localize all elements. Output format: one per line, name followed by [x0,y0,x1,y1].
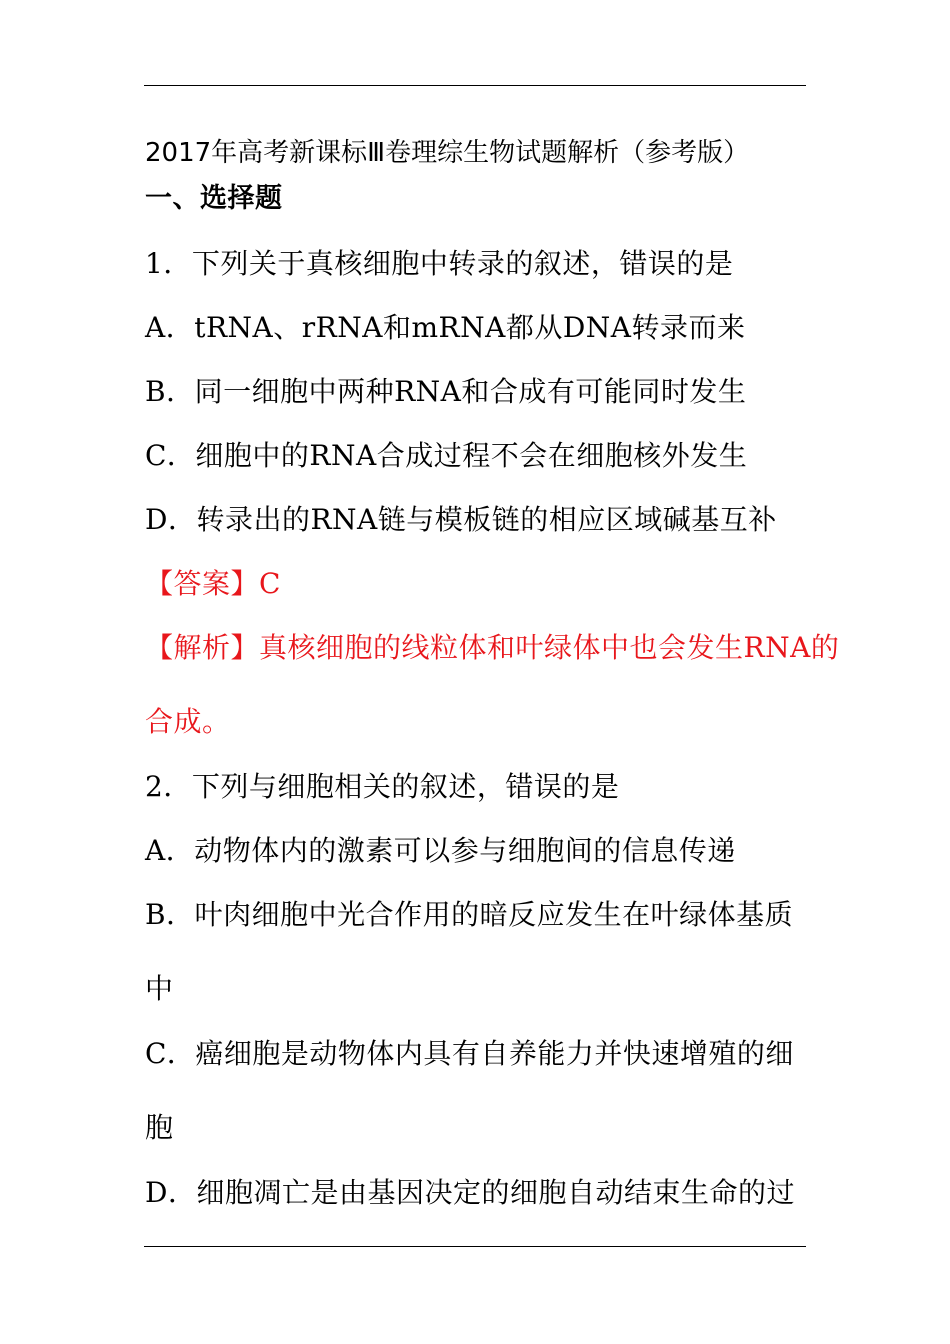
question-2-option-b: B．叶肉细胞中光合作用的暗反应发生在叶绿体基质 [145,898,794,931]
question-2-option-c: C．癌细胞是动物体内具有自养能力并快速增殖的细 [145,1037,794,1070]
question-1-answer [145,567,815,601]
question-2-option-d: D．细胞凋亡是由基因决定的细胞自动结束生命的过 [145,1176,795,1209]
question-1-option-a: A．tRNA、rRNA和mRNA都从DNA转录而来 [145,311,746,344]
section-heading: 一、选择题 [145,183,283,214]
footer-rule [144,1246,806,1247]
answer-label: 【答案】 [145,567,260,600]
analysis-label: 【解析】 [145,631,260,664]
document-title: 2017年高考新课标Ⅲ卷理综生物试题解析（参考版） [145,138,750,168]
answer-value: C [259,567,281,600]
question-1-option-b: B．同一细胞中两种RNA和合成有可能同时发生 [145,375,747,408]
analysis-text: 真核细胞的线粒体和叶绿体中也会发生RNA的 [259,631,840,664]
question-2-stem: 2．下列与细胞相关的叙述，错误的是 [145,770,620,803]
question-1-option-c: C．细胞中的RNA合成过程不会在细胞核外发生 [145,439,748,472]
header-rule [144,85,806,86]
question-1-analysis-continued: 合成。 [145,705,231,738]
question-1-option-d: D．转录出的RNA链与模板链的相应区域碱基互补 [145,503,777,536]
question-2-option-b-continued: 中 [145,972,174,1005]
question-2-option-a: A．动物体内的激素可以参与细胞间的信息传递 [145,834,736,867]
question-1-stem: 1．下列关于真核细胞中转录的叙述，错误的是 [145,247,734,280]
question-1-analysis [145,631,840,665]
question-2-option-c-continued: 胞 [145,1111,174,1144]
